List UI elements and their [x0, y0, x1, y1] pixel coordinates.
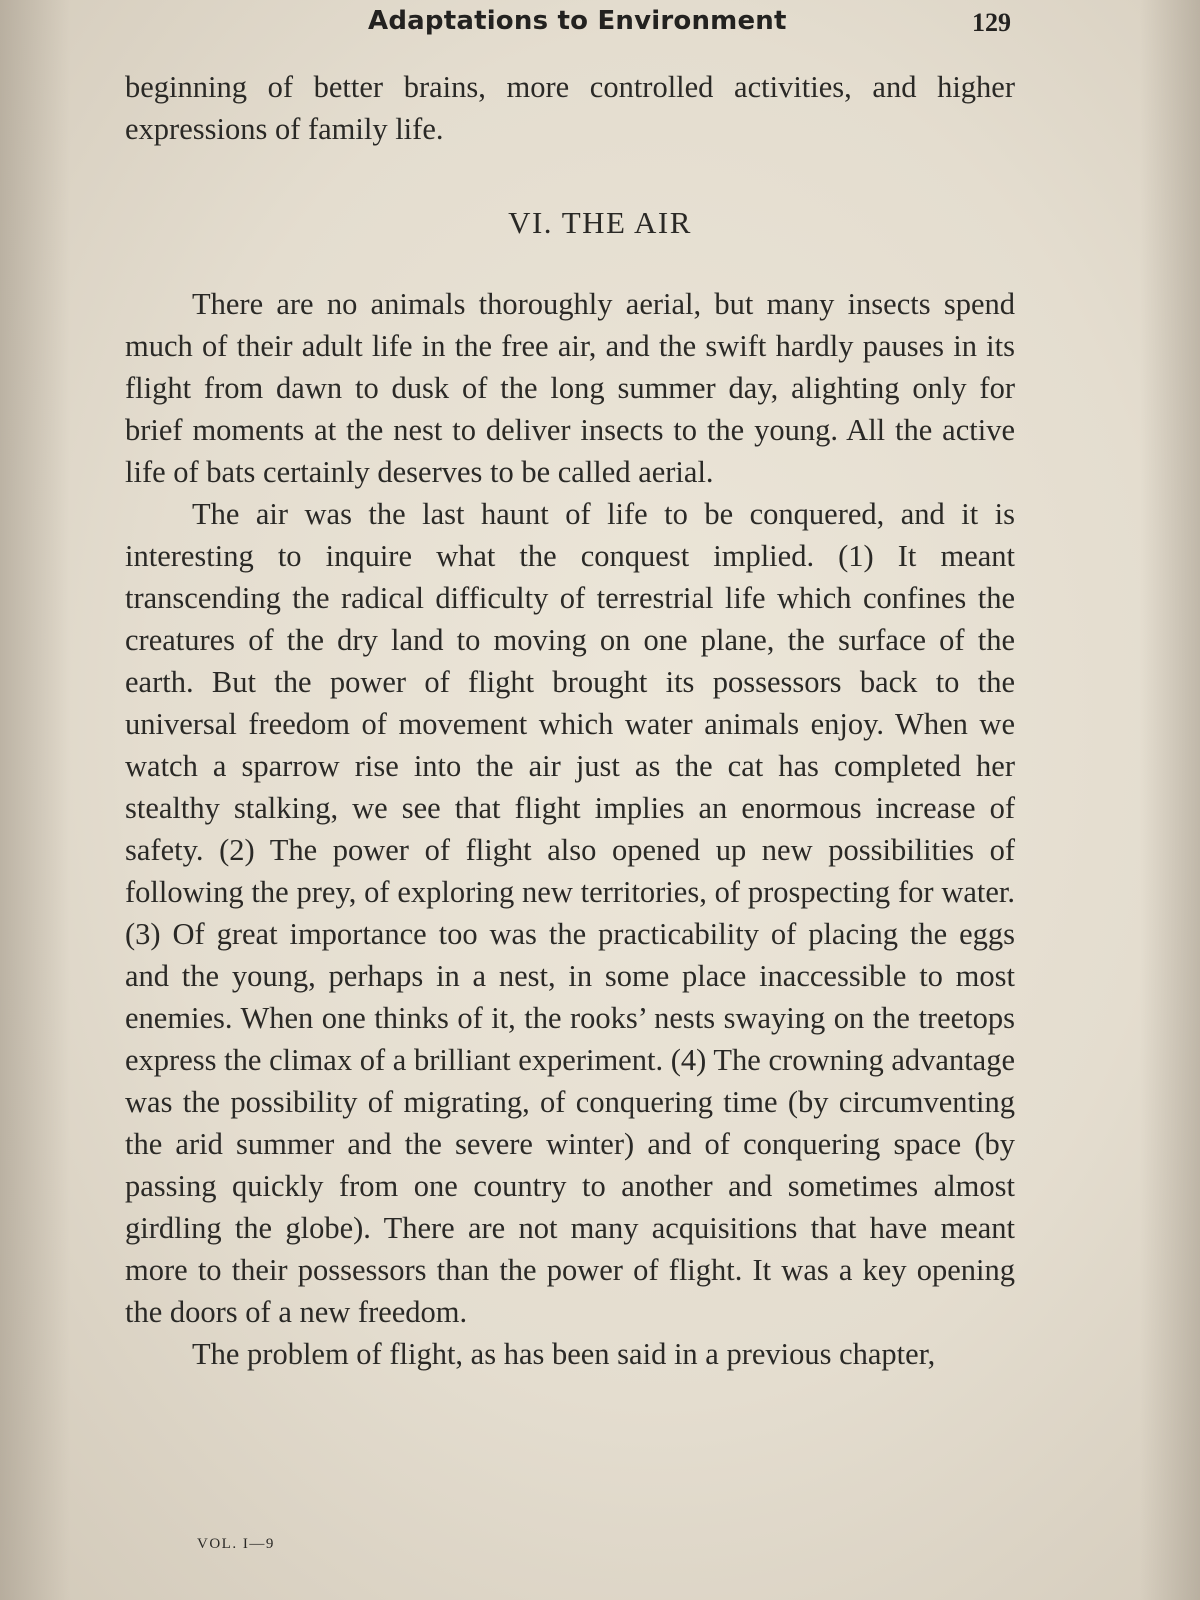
- paragraph: The air was the last haunt of life to be conquered, and it is interesting to inquire what the conquest implied. (1) It meant transcending the radical difficulty of terrestrial life which confines the creatures of the dry land to moving on one plane, the surface of the earth. But the power of flight brought its possessors back to the universal freedom of movement which water animals enjoy. When we watch a sparrow rise into the air just as the cat has completed her stealthy stalking, we see that flight implies an enormous increase of safety. (2) The power of flight also opened up new possibilities of following the prey, of exploring new territories, of prospecting for water. (3) Of great importance too was the practicability of placing the eggs and the young, perhaps in a nest, in some place inaccessible to most enemies. When one thinks of it, the rooks’ nests swaying on the treetops express the climax of a brilliant experiment. (4) The crowning advantage was the possibility of migrating, of conquering time (by circumventing the arid summer and the severe winter) and of conquering space (by passing quickly from one country to another and sometimes almost girdling the globe). There are not many acquisitions that have meant more to their possessors than the power of flight. It was a key opening the doors of a new freedom.: [125, 497, 1015, 1329]
- page-number: 129: [972, 8, 1011, 37]
- paragraph: The problem of flight, as has been said in a previous chapter,: [192, 1337, 936, 1371]
- body-text: [125, 283, 1015, 1375]
- paragraph: beginning of better brains, more controlled activities, and higher expressions of family life.: [125, 70, 1015, 146]
- running-head: Adaptations to Environment: [368, 6, 787, 36]
- paragraph: There are no animals thoroughly aerial, but many insects spend much of their adult life in the free air, and the swift hardly pauses in its flight from dawn to dusk of the long summer day, alighting only for brief moments at the nest to deliver insects to the young. All the active life of bats certainly deserves to be called aerial.: [125, 287, 1015, 489]
- signature-mark: VOL. I—9: [197, 1536, 275, 1552]
- section-heading: VI. THE AIR: [508, 205, 692, 240]
- carryover-paragraph: [125, 66, 1015, 150]
